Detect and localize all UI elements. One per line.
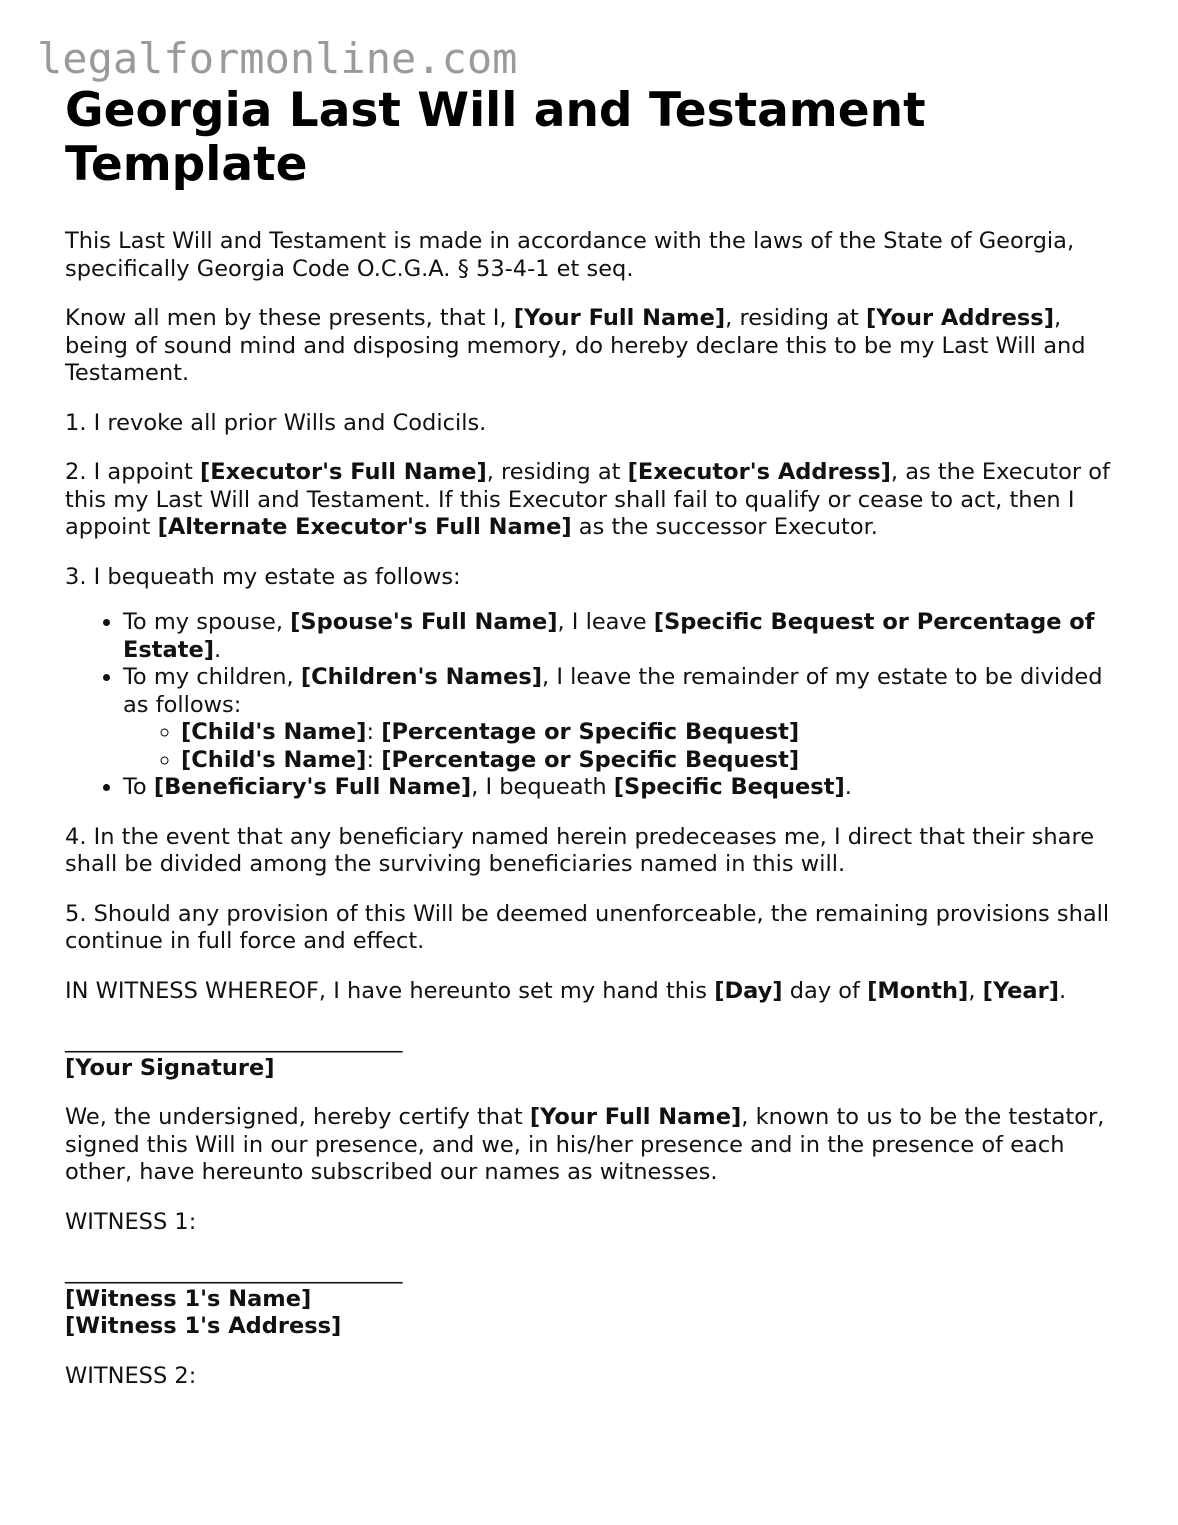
witness-1-heading: WITNESS 1: bbox=[65, 1208, 197, 1235]
beneficiary-text-3: . bbox=[844, 774, 852, 800]
child-name-placeholder: [Child's Name] bbox=[181, 746, 367, 773]
spouse-text-2: , I leave bbox=[557, 609, 654, 635]
declaration-text-3: , being of sound mind and disposing memory, do hereby declare this to be my Last Will and Testament. bbox=[65, 305, 1086, 386]
beneficiary-text-2: , I bequeath bbox=[471, 774, 614, 800]
clause-2-text-4: as the successor Executor. bbox=[571, 514, 878, 540]
beneficiary-bequest-placeholder: [Specific Bequest] bbox=[613, 774, 845, 800]
whereof-text-2: day of bbox=[782, 977, 868, 1004]
witness-1-address-placeholder: [Witness 1's Address] bbox=[65, 1313, 342, 1339]
clause-3: 3. I bequeath my estate as follows: bbox=[65, 563, 461, 590]
year-placeholder: [Year] bbox=[982, 977, 1059, 1004]
signature-label: [Your Signature] bbox=[65, 1054, 275, 1081]
beneficiary-name-placeholder: [Beneficiary's Full Name] bbox=[153, 774, 472, 800]
list-item-spouse bbox=[123, 609, 1125, 664]
testator-name-placeholder: [Your Full Name] bbox=[513, 305, 726, 331]
whereof-text-4: . bbox=[1059, 977, 1067, 1004]
spouse-text-3: . bbox=[214, 636, 222, 663]
clause-5: 5. Should any provision of this Will be deemed unenforceable, the remaining provisions shall continue in full force and effect. bbox=[65, 900, 1110, 954]
intro-paragraph: This Last Will and Testament is made in accordance with the laws of the State of Georgia, specifically Georgia Code O.C.G.A. § 53-4-1 et seq. bbox=[65, 228, 1075, 282]
attestation-paragraph bbox=[65, 1104, 1125, 1187]
children-names-placeholder: [Children's Names] bbox=[300, 664, 543, 690]
attestation-text-1: We, the undersigned, hereby certify that bbox=[65, 1104, 530, 1130]
testator-address-placeholder: [Your Address] bbox=[866, 305, 1054, 331]
declaration-paragraph bbox=[65, 305, 1125, 388]
witness-whereof-paragraph bbox=[65, 978, 1125, 1006]
document-title: Georgia Last Will and Testament Template bbox=[65, 83, 926, 192]
child-share-placeholder: [Percentage or Specific Bequest] bbox=[381, 719, 800, 745]
attestation-text-2: , known to us to be the testator, signed this Will in our presence, and we, in his/her presence and in the presence of each other, have hereunto subscribed our names as witnesses. bbox=[65, 1104, 1105, 1185]
spouse-name-placeholder: [Spouse's Full Name] bbox=[290, 609, 558, 635]
attestation-name-placeholder: [Your Full Name] bbox=[529, 1104, 742, 1130]
spouse-bequest-placeholder: [Specific Bequest or Percentage of Estate] bbox=[123, 609, 1095, 663]
clause-2-text-1: 2. I appoint bbox=[65, 459, 201, 485]
clause-2-text-3: , as the Executor of this my Last Will and Testament. If this Executor shall fail to qualify or cease to act, then I appoint bbox=[65, 459, 1110, 540]
watermark-logo: legalformonline.com bbox=[37, 34, 518, 83]
witness-2-heading: WITNESS 2: bbox=[65, 1362, 197, 1389]
day-placeholder: [Day] bbox=[714, 977, 783, 1004]
clause-1: 1. I revoke all prior Wills and Codicils. bbox=[65, 409, 487, 436]
child-name-placeholder: [Child's Name] bbox=[181, 719, 367, 745]
clause-2-text-2: , residing at bbox=[486, 459, 628, 485]
child-separator: : bbox=[366, 719, 382, 745]
list-item-children bbox=[123, 664, 1125, 774]
list-item-child bbox=[181, 719, 1125, 747]
bequest-list bbox=[65, 609, 1125, 802]
executor-address-placeholder: [Executor's Address] bbox=[627, 459, 891, 485]
executor-name-placeholder: [Executor's Full Name] bbox=[200, 459, 487, 485]
children-share-list bbox=[123, 719, 1125, 774]
month-placeholder: [Month] bbox=[867, 977, 969, 1004]
spouse-text-1: To my spouse, bbox=[123, 609, 291, 635]
whereof-text-1: IN WITNESS WHEREOF, I have hereunto set my hand this bbox=[65, 977, 715, 1004]
list-item-child bbox=[181, 747, 1125, 775]
clause-4: 4. In the event that any beneficiary named herein predeceases me, I direct that their share shall be divided among the surviving beneficiaries named in this will. bbox=[65, 823, 1095, 877]
whereof-text-3: , bbox=[968, 977, 983, 1004]
declaration-text-2: , residing at bbox=[725, 305, 867, 331]
beneficiary-text-1: To bbox=[123, 774, 154, 800]
witness-1-name-placeholder: [Witness 1's Name] bbox=[65, 1285, 312, 1312]
alternate-executor-placeholder: [Alternate Executor's Full Name] bbox=[157, 514, 572, 540]
children-text-2: , I leave the remainder of my estate to be divided as follows: bbox=[123, 664, 1103, 718]
signature-line: ______________________________ bbox=[65, 1027, 403, 1053]
list-item-beneficiary bbox=[123, 774, 1125, 802]
child-separator: : bbox=[366, 746, 382, 773]
witness-1-signature-line: ______________________________ bbox=[65, 1258, 403, 1284]
declaration-text-1: Know all men by these presents, that I, bbox=[65, 305, 514, 331]
document-body bbox=[65, 84, 1125, 1412]
child-share-placeholder: [Percentage or Specific Bequest] bbox=[381, 746, 800, 773]
children-text-1: To my children, bbox=[123, 664, 301, 690]
clause-2 bbox=[65, 459, 1125, 542]
